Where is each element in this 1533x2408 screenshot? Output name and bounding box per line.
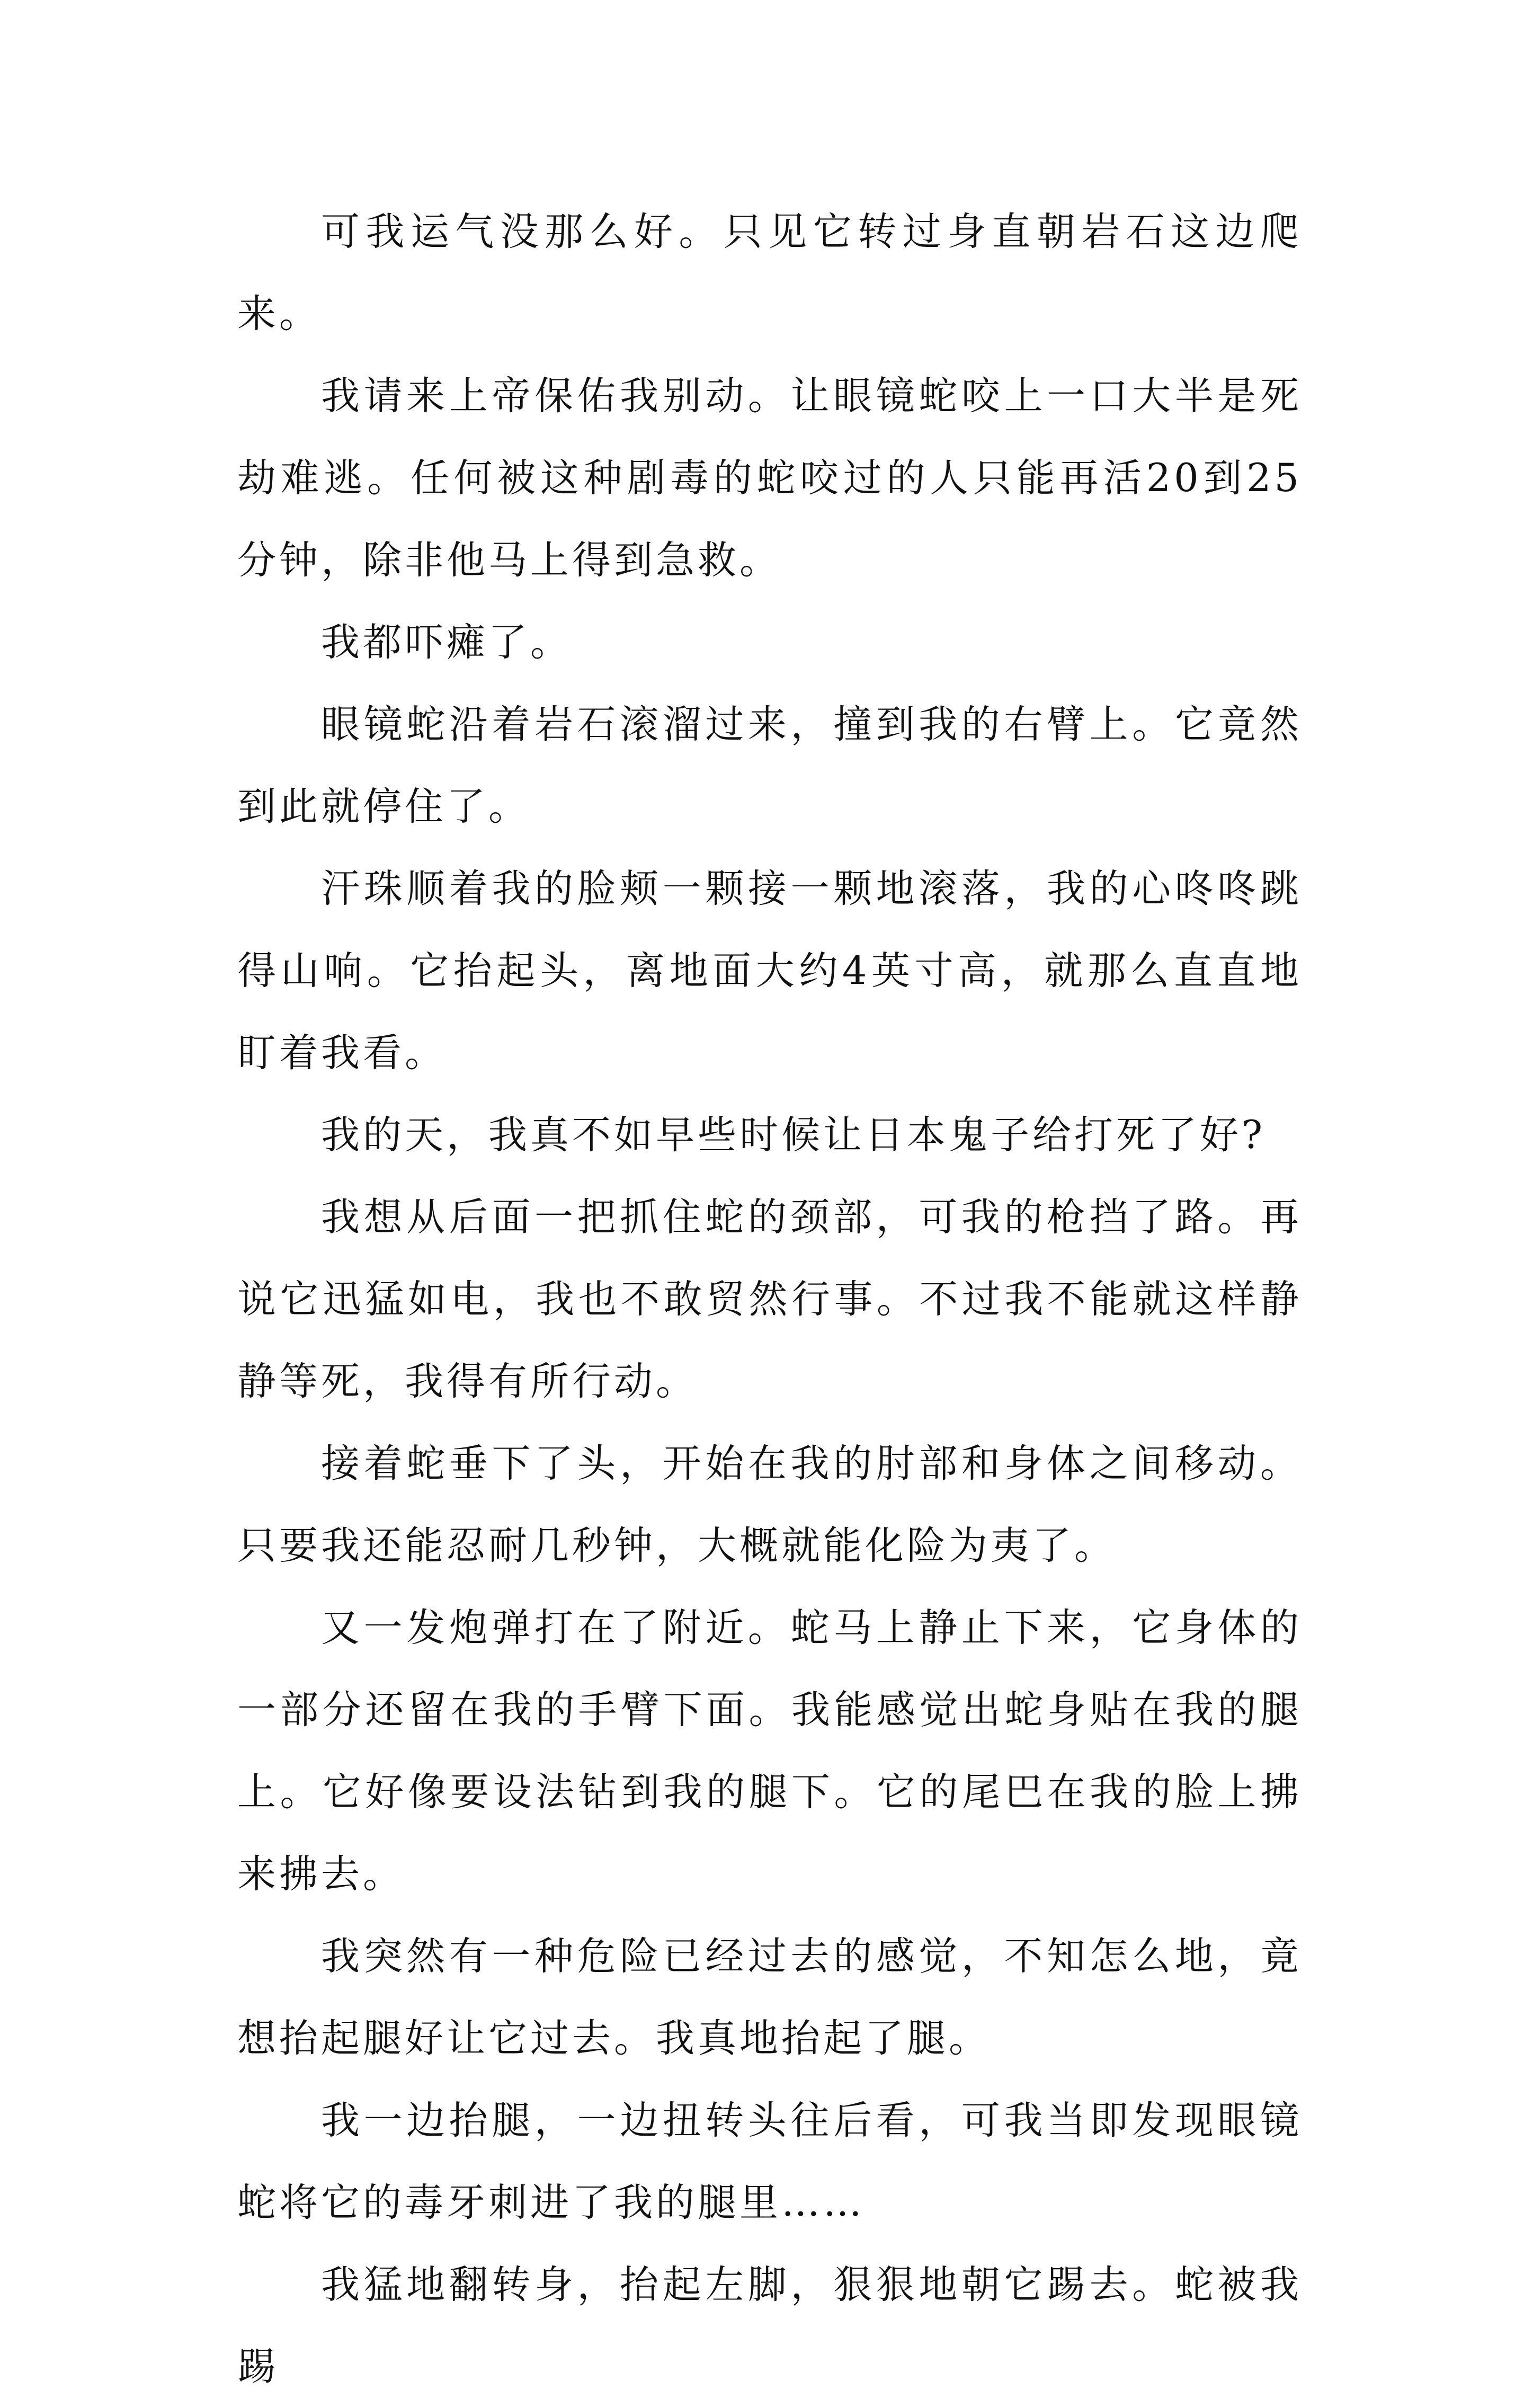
body-text [237, 191, 1302, 2408]
paragraph: 我想从后面一把抓住蛇的颈部，可我的枪挡了路。再说它迅猛如电，我也不敢贸然行事。不过我不能就这样静静等死，我得有所行动。 [237, 1195, 1302, 1404]
paragraph: 我猛地翻转身，抬起左脚，狠狠地朝它踢去。蛇被我踢 [237, 2262, 1302, 2389]
paragraph: 我的天，我真不如早些时候让日本鬼子给打死了好? [321, 1113, 1266, 1158]
paragraph: 又一发炮弹打在了附近。蛇马上静止下来，它身体的一部分还留在我的手臂下面。我能感觉出蛇身贴在我的腿上。它好像要设法钻到我的腿下。它的尾巴在我的脸上拂来拂去。 [237, 1605, 1302, 1897]
paragraph: 可我运气没那么好。只见它转过身直朝岩石这边爬来。 [237, 209, 1302, 336]
paragraph: 我一边抬腿，一边扭转头往后看，可我当即发现眼镜蛇将它的毒牙刺进了我的腿里…… [237, 2098, 1302, 2225]
paragraph: 眼镜蛇沿着岩石滚溜过来，撞到我的右臂上。它竟然到此就停住了。 [237, 702, 1302, 829]
paragraph: 接着蛇垂下了头，开始在我的肘部和身体之间移动。只要我还能忍耐几秒钟，大概就能化险为夷了。 [237, 1441, 1302, 1568]
paragraph: 我请来上帝保佑我别动。让眼镜蛇咬上一口大半是死劫难逃。任何被这种剧毒的蛇咬过的人只能再活20到25分钟，除非他马上得到急救。 [237, 374, 1302, 583]
paragraph: 我都吓瘫了。 [321, 620, 572, 665]
paragraph: 汗珠顺着我的脸颊一颗接一颗地滚落，我的心咚咚跳得山响。它抬起头，离地面大约4英寸高，就那么直直地盯着我看。 [237, 866, 1302, 1076]
paragraph: 我突然有一种危险已经过去的感觉，不知怎么地，竟想抬起腿好让它过去。我真地抬起了腿。 [237, 1934, 1302, 2061]
